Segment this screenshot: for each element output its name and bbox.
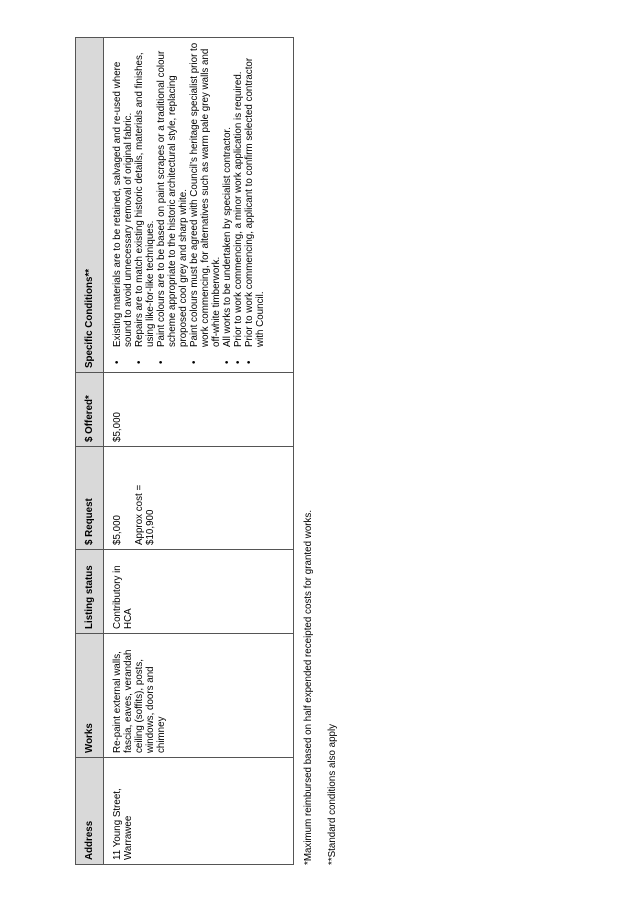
condition-text: All works to be undertaken by specialist contractor. <box>222 127 233 347</box>
footnote-conditions: **Standard conditions also apply <box>327 723 338 865</box>
condition-text: Paint colours must be agreed with Council’s heritage specialist prior to work commencing, for alternatives such as warm pale grey walls and off-white timberwork. <box>189 42 222 347</box>
cell-offered: $5,000 <box>104 373 294 447</box>
cell-request <box>104 447 294 550</box>
header-works: Works <box>76 634 104 758</box>
heritage-grant-table <box>75 37 294 865</box>
footnote-offered: *Maximum reimbursed based on half expended receipted costs for granted works. <box>303 509 314 865</box>
bullet-icon: • <box>134 360 145 364</box>
list-item <box>233 42 244 364</box>
header-specific-conditions: Specific Conditions** <box>76 38 104 373</box>
bullet-icon: • <box>244 360 255 364</box>
condition-text: Prior to work commencing, a minor work application is required. <box>233 71 244 347</box>
condition-text: Existing materials are to be retained, salvaged and re-used where sound to avoid unnecessary removal of original fabric. <box>112 61 134 347</box>
header-listing-status: Listing status <box>76 550 104 634</box>
bullet-icon: • <box>112 360 123 364</box>
list-item <box>134 42 156 364</box>
request-amount: $5,000 <box>112 515 123 545</box>
condition-text: Prior to work commencing, applicant to confirm selected contractor with Council. <box>244 57 266 347</box>
cell-works: Re-paint external walls, fascia, eaves, verandah ceiling (soffits), posts, windows, doors and chimney <box>104 634 294 758</box>
list-item <box>156 42 189 364</box>
conditions-list <box>112 42 266 368</box>
list-item <box>189 42 222 364</box>
header-address: Address <box>76 758 104 865</box>
request-approx-cost: Approx cost = $10,900 <box>134 484 156 545</box>
bullet-icon: • <box>189 360 200 364</box>
bullet-icon: • <box>156 360 167 364</box>
header-request: $ Request <box>76 447 104 550</box>
bullet-icon: • <box>233 360 244 364</box>
list-item <box>244 42 266 364</box>
condition-text: Repairs are to match existing historic details, materials and finishes, using like-for-like techniques. <box>134 52 156 347</box>
header-row <box>76 38 104 865</box>
table-row <box>104 38 294 865</box>
header-offered: $ Offered* <box>76 373 104 447</box>
cell-specific-conditions <box>104 38 294 373</box>
list-item <box>112 42 134 364</box>
cell-address: 11 Young Street, Warrawee <box>104 758 294 865</box>
cell-listing-status: Contributory in HCA <box>104 550 294 634</box>
condition-text: Paint colours are to be based on paint scrapes or a traditional colour scheme appropriate to the historic architectural style, replacing proposed cool grey and sharp white. <box>156 50 189 347</box>
bullet-icon: • <box>222 360 233 364</box>
list-item <box>222 42 233 364</box>
